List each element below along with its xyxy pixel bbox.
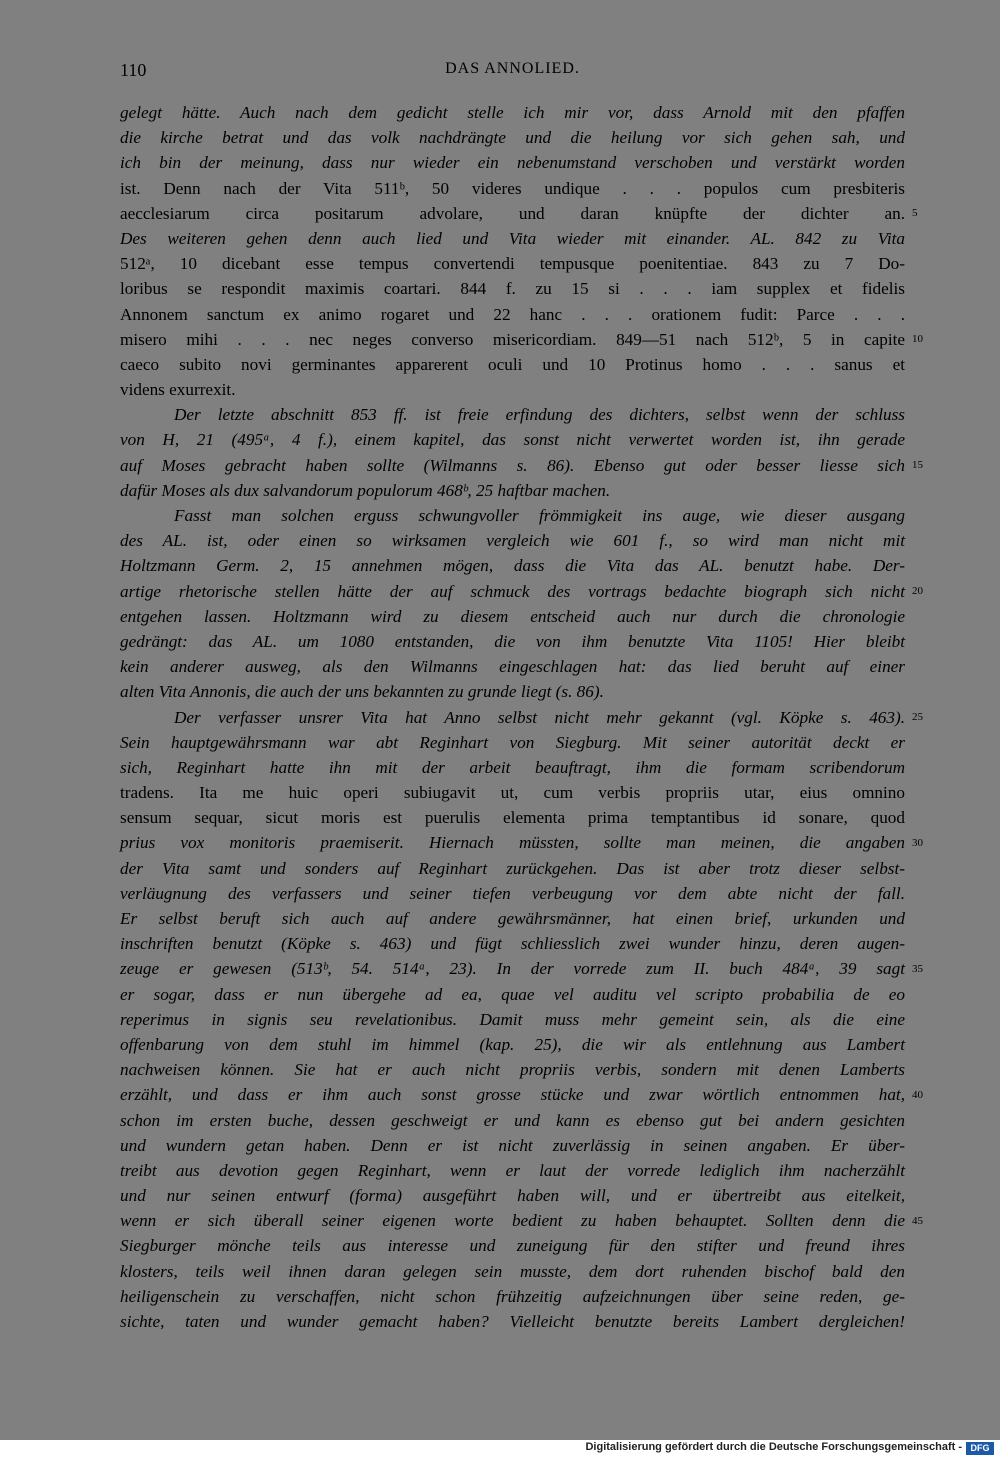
text-line: alten Vita Annonis, die auch der uns bekannten zu grunde liegt (s. 86). <box>120 682 604 702</box>
text-line: tradens. Ita me huic operi subiugavit ut, cum verbis propriis utar, eius omnino <box>120 783 905 803</box>
text-line: Der letzte abschnitt 853 ff. ist freie erfindung des dichters, selbst wenn der schluss <box>174 405 905 425</box>
text-line: auf Moses gebracht haben sollte (Wilmanns s. 86). Ebenso gut oder besser liesse sich <box>120 455 905 475</box>
text-line: verläugnung des verfassers und seiner tiefen verbeugung vor dem abte nicht der fall. <box>120 883 905 903</box>
footer-bar <box>0 1440 1000 1458</box>
dfg-logo: DFG <box>966 1442 994 1455</box>
text-line: Fasst man solchen erguss schwungvoller frömmigkeit ins auge, wie dieser ausgang <box>174 506 905 525</box>
text-line: caeco subito novi germinantes apparerent oculi und 10 Protinus homo . . . sanus et <box>120 354 905 374</box>
text-line: heiligenschein zu verschaffen, nicht schon frühzeitig aufzeichnungen über seine reden, ge- <box>120 1286 905 1306</box>
text-line: prius vox monitoris praemiserit. Hiernach müssten, sollte man meinen, die angaben <box>120 833 905 853</box>
text-line: er sogar, dass er nun übergehe ad ea, quae vel auditu vel scripto probabilia de eo <box>120 984 905 1004</box>
text-line: Holtzmann Germ. 2, 15 annehmen mögen, dass die Vita das AL. benutzt habe. Der- <box>120 556 905 576</box>
text-line: ich bin der meinung, dass nur wieder ein nebenumstand verschoben und verstärkt worden <box>120 153 905 173</box>
text-line: der Vita samt und sonders auf Reginhart zurückgehen. Das ist aber trotz dieser selbst- <box>120 858 905 878</box>
text-line: von H, 21 (495ᵃ, 4 f.), einem kapitel, das sonst nicht verwertet worden ist, ihn gerade <box>120 430 905 450</box>
text-line: gelegt hätte. Auch nach dem gedicht stelle ich mir vor, dass Arnold mit den pfaffen <box>120 103 905 122</box>
text-line: kein anderer ausweg, als den Wilmanns eingeschlagen hat: das lied beruht auf einer <box>120 657 905 677</box>
line-number: 30 <box>912 836 923 849</box>
page-number: 110 <box>120 60 147 80</box>
text-line: sich, Reginhart hatte ihn mit der arbeit beauftragt, ihm die formam scribendorum <box>120 757 905 777</box>
text-line: treibt aus devotion gegen Reginhart, wenn er laut der vorrede lediglich ihm nacherzählt <box>120 1160 905 1180</box>
text-line: videns exurrexit. <box>120 380 236 400</box>
running-title: DAS ANNOLIED. <box>445 60 580 77</box>
text-line: aecclesiarum circa positarum advolare, und daran knüpfte der dichter an. <box>120 203 905 223</box>
text-line: loribus se respondit maximis coartari. 844 f. zu 15 si . . . iam supplex et fidelis <box>120 279 905 299</box>
text-line: entgehen lassen. Holtzmann wird zu diesem entscheid auch nur durch die chronologie <box>120 606 905 626</box>
line-number: 25 <box>912 710 923 723</box>
line-number: 5 <box>912 206 918 219</box>
line-number: 40 <box>912 1088 923 1101</box>
text-line: Annonem sanctum ex animo rogaret und 22 hanc . . . orationem fudit: Parce . . . <box>120 304 905 324</box>
text-line: gedrängt: das AL. um 1080 entstanden, die von ihm benutzte Vita 1105! Hier bleibt <box>120 631 905 651</box>
line-number: 15 <box>912 458 923 471</box>
text-line: Des weiteren gehen denn auch lied und Vita wieder mit einander. AL. 842 zu Vita <box>120 228 905 248</box>
text-line: schon im ersten buche, dessen geschweigt er und kann es ebenso gut bei andern gesichten <box>120 1110 905 1130</box>
text-line: Der verfasser unsrer Vita hat Anno selbst nicht mehr gekannt (vgl. Köpke s. 463). <box>174 707 905 727</box>
text-line: erzählt, und dass er ihm auch sonst grosse stücke und zwar wörtlich entnommen hat, <box>120 1085 905 1105</box>
text-line: Sein hauptgewährsmann war abt Reginhart von Siegburg. Mit seiner autorität deckt er <box>120 732 905 752</box>
text-line: des AL. ist, oder einen so wirksamen vergleich wie 601 f., so wird man nicht mit <box>120 531 905 551</box>
page-header <box>120 60 905 86</box>
text-line: dafür Moses als dux salvandorum populorum 468ᵇ, 25 haftbar machen. <box>120 480 611 500</box>
text-line: artige rhetorische stellen hätte der auf schmuck des vortrags bedachte biograph sich nicht <box>120 581 905 601</box>
line-number: 20 <box>912 584 923 597</box>
body-text <box>120 100 905 1334</box>
text-line: Er selbst beruft sich auch auf andere gewährsmänner, hat einen brief, urkunden und <box>120 909 905 928</box>
text-line: wenn er sich überall seiner eigenen worte bedient zu haben behauptet. Sollten denn die <box>120 1211 905 1231</box>
text-line: nachweisen können. Sie hat er auch nicht propriis verbis, sondern mit denen Lamberts <box>120 1060 905 1080</box>
text-line: und nur seinen entwurf (forma) ausgeführt haben will, und er übertreibt aus eitelkeit, <box>120 1186 905 1206</box>
text-line: ist. Denn nach der Vita 511ᵇ, 50 videres undique . . . populos cum presbiteris <box>120 178 905 198</box>
text-line: misero mihi . . . nec neges converso misericordiam. 849—51 nach 512ᵇ, 5 in capite <box>120 329 905 349</box>
line-number: 35 <box>912 962 923 975</box>
text-line: und wundern getan haben. Denn er ist nicht zuverlässig in seinen angaben. Er über- <box>120 1135 905 1155</box>
text-line: zeuge er gewesen (513ᵇ, 54. 514ᵃ, 23). In der vorrede zum II. buch 484ᵃ, 39 sagt <box>120 959 905 979</box>
text-line: sichte, taten und wunder gemacht haben? Vielleicht benutzte bereits Lambert dergleichen! <box>120 1312 905 1331</box>
footer-credit: Digitalisierung gefördert durch die Deutsche Forschungsgemeinschaft - <box>585 1441 962 1453</box>
line-number: 45 <box>912 1214 923 1227</box>
text-line: Siegburger mönche teils aus interesse und zuneigung für den stifter und freund ihres <box>120 1236 905 1256</box>
line-number: 10 <box>912 332 923 345</box>
text-line: reperimus in signis seu revelationibus. Damit muss mehr gemeint sein, als die eine <box>120 1009 905 1029</box>
text-line: klosters, teils weil ihnen daran gelegen sein musste, dem dort ruhenden bischof bald den <box>120 1261 905 1281</box>
text-line: sensum sequar, sicut moris est puerulis elementa prima temptantibus id sonare, quod <box>120 808 905 828</box>
text-line: die kirche betrat und das volk nachdrängte und die heilung vor sich gehen sah, und <box>120 128 905 148</box>
text-line: 512ᵃ, 10 dicebant esse tempus convertendi tempusque poenitentiae. 843 zu 7 Do- <box>120 254 905 274</box>
text-line: inschriften benutzt (Köpke s. 463) und fügt schliesslich zwei wunder hinzu, deren augen- <box>120 934 905 954</box>
text-line: offenbarung von dem stuhl im himmel (kap. 25), die wir als entlehnung aus Lambert <box>120 1034 905 1054</box>
